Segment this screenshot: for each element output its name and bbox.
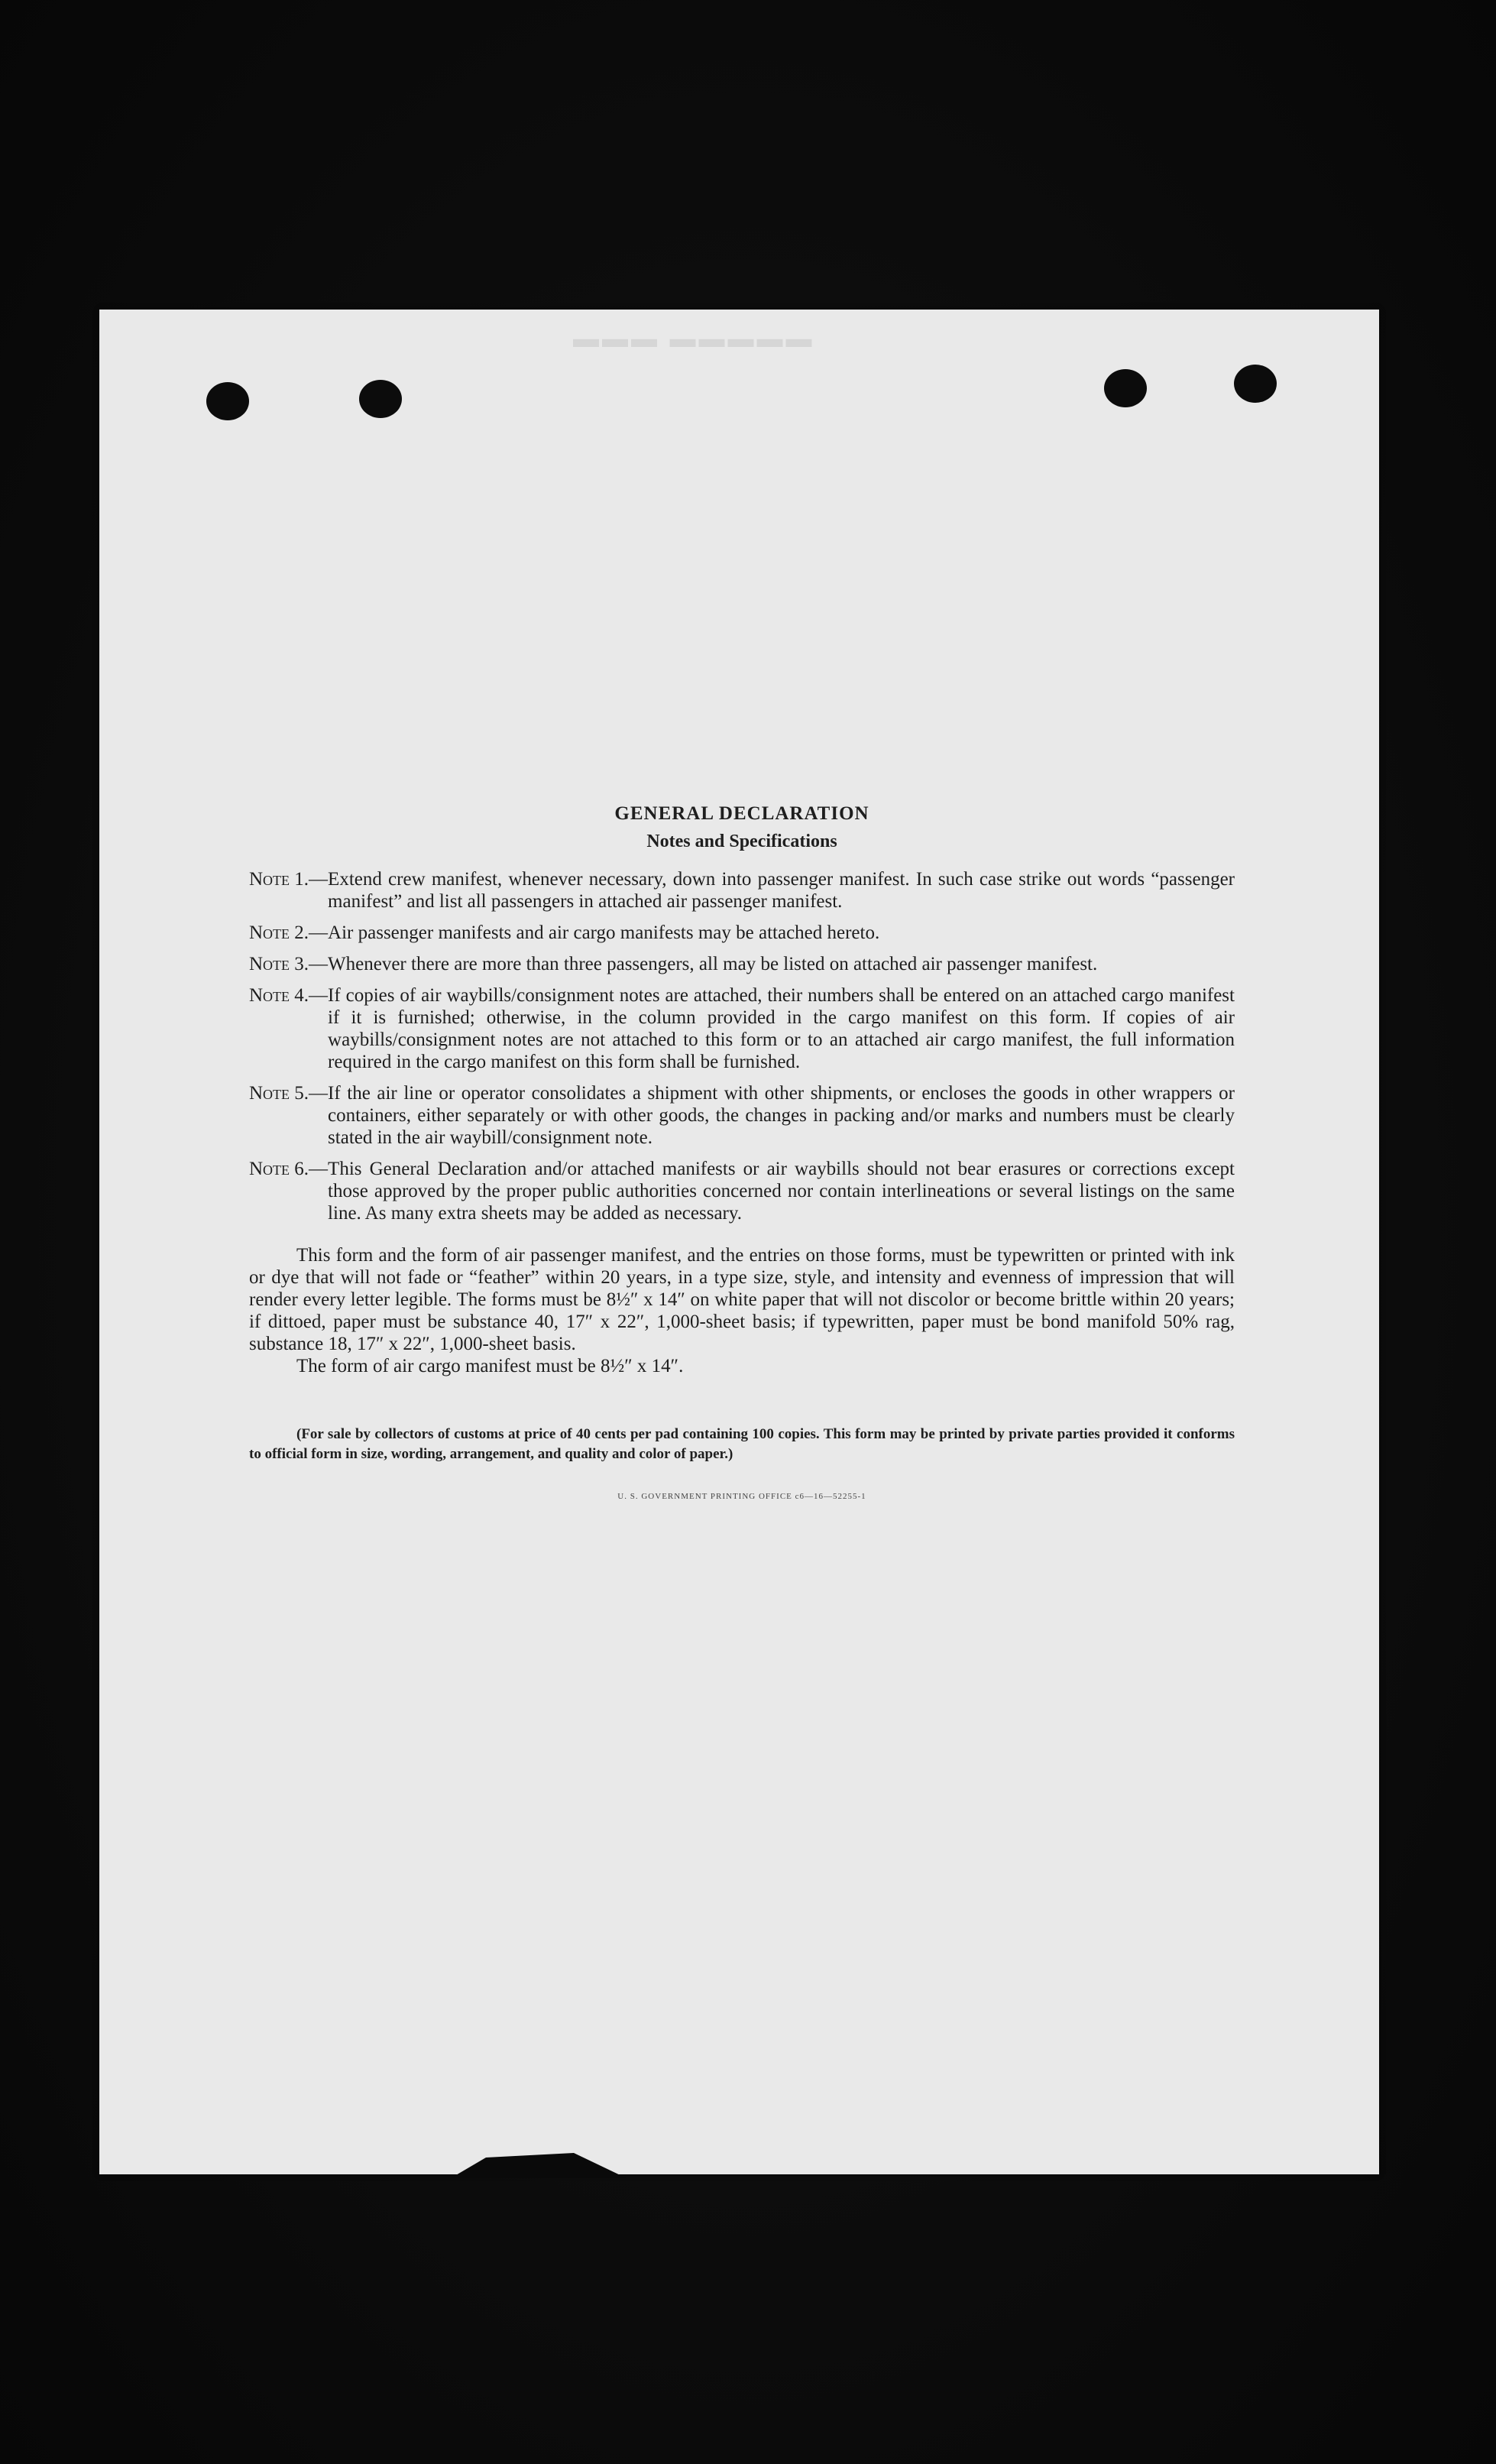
punch-hole (206, 382, 249, 420)
note-text: Whenever there are more than three passengers, all may be listed on attached air passenger manifest. (328, 954, 1098, 974)
note-text: Extend crew manifest, whenever necessary, down into passenger manifest. In such case strike out words “passenger manifest” and list all passengers in attached air passenger manifest. (328, 869, 1235, 912)
note-label: Note 4.— (249, 985, 329, 1006)
note-2 (249, 922, 1235, 944)
cargo-manifest-size-paragraph: The form of air cargo manifest must be 8½″ x 14″. (296, 1356, 684, 1376)
page-title: GENERAL DECLARATION (614, 803, 869, 824)
note-4 (249, 984, 1235, 1073)
note-text: If copies of air waybills/consignment notes are attached, their numbers shall be entered on an attached cargo manifest if it is furnished; otherwise, in the column provided in the cargo manifest on this form. If copies of air waybills/consignment notes are not attached to this form or to an attached air cargo manifest, the full information required in the cargo manifest on this form shall be furnished. (328, 985, 1235, 1072)
note-label: Note 2.— (249, 922, 329, 943)
punch-hole (1234, 365, 1277, 403)
note-label: Note 6.— (249, 1159, 329, 1179)
note-3 (249, 953, 1235, 975)
sale-notice: (For sale by collectors of customs at price of 40 cents per pad containing 100 copies. This form may be printed by private parties provided it conforms to official form in size, wording, arrangement, and quality and color of paper.) (249, 1426, 1235, 1462)
printer-imprint: U. S. GOVERNMENT PRINTING OFFICE c6—16—52255-1 (617, 1492, 866, 1501)
page-subtitle: Notes and Specifications (646, 832, 837, 851)
punch-hole (1104, 369, 1147, 407)
punch-hole (359, 380, 402, 418)
declaration-notes (249, 802, 1235, 1508)
note-label: Note 5.— (249, 1083, 329, 1104)
note-1 (249, 868, 1235, 913)
note-text: Air passenger manifests and air cargo manifests may be attached hereto. (328, 922, 880, 943)
note-label: Note 3.— (249, 954, 329, 974)
form-specification-paragraph: This form and the form of air passenger manifest, and the entries on those forms, must be typewritten or printed with ink or dye that will not fade or “feather” within 20 years, in a type size, style, and intensity and evenness of impression that will render every letter legible. The forms must be 8½″ x 14″ on white paper that will not discolor or become brittle within 20 years; if dittoed, paper must be substance 40, 17″ x 22″, 1,000-sheet basis; if typewritten, paper must be bond manifold 50% rag, substance 18, 17″ x 22″, 1,000-sheet basis. (249, 1245, 1235, 1354)
note-text: This General Declaration and/or attached manifests or air waybills should not bear erasures or corrections except those approved by the proper public authorities concerned nor contain interlineations or several listings on the same line. As many extra sheets may be added as necessary. (328, 1159, 1235, 1224)
note-text: If the air line or operator consolidates a shipment with other shipments, or encloses the goods in other wrappers or containers, either separately or with other goods, the changes in packing and/or marks and numbers must be clearly stated in the air waybill/consignment note. (328, 1083, 1235, 1148)
bleed-through-text: ▬▬▬ ▬▬▬▬▬ (573, 325, 815, 353)
note-label: Note 1.— (249, 869, 329, 890)
note-6 (249, 1158, 1235, 1224)
note-5 (249, 1082, 1235, 1149)
